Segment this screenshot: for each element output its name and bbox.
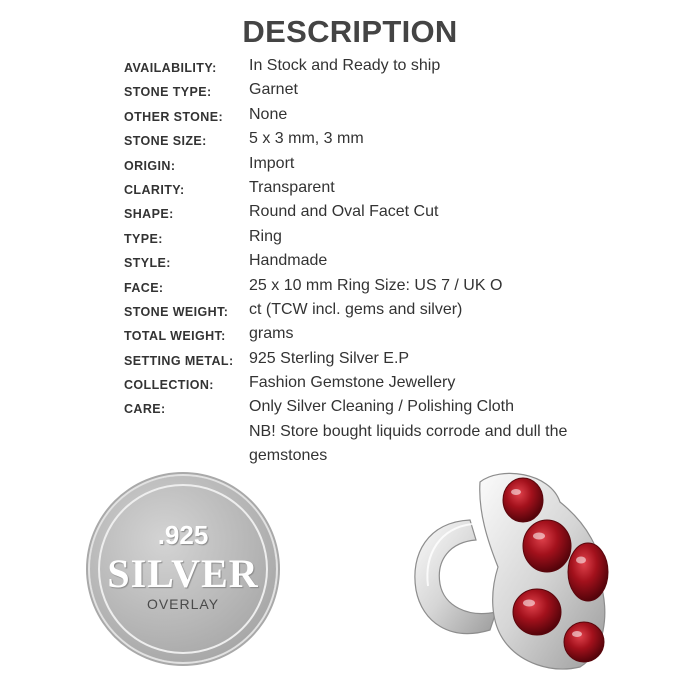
spec-label: STONE WEIGHT: (124, 304, 229, 319)
spec-value: ct (TCW incl. gems and silver) (249, 300, 463, 318)
care-note: NB! Store bought liquids corrode and dull the gemstones (249, 423, 568, 464)
spec-value: 925 Sterling Silver E.P (249, 349, 410, 367)
spec-value: Garnet (249, 81, 298, 99)
spec-label: STYLE: (124, 256, 171, 271)
spec-label: AVAILABILITY: (124, 61, 217, 75)
spec-label: CLARITY: (124, 182, 185, 197)
garnet-stone (513, 589, 561, 635)
spec-row-type (124, 227, 604, 251)
spec-value: Ring (249, 227, 282, 245)
spec-label: TYPE: (124, 231, 163, 246)
spec-label: SETTING METAL: (124, 353, 234, 368)
spec-label: ORIGIN: (124, 158, 176, 173)
badge-metal: SILVER (107, 551, 259, 596)
spec-label: STONE SIZE: (124, 134, 207, 149)
spec-row-style (124, 251, 604, 275)
spec-row-clarity (124, 178, 604, 202)
spec-row-availability (124, 56, 604, 80)
garnet-stone (568, 543, 608, 601)
spec-value: Transparent (249, 178, 335, 196)
ring-band (415, 520, 496, 634)
spec-value: 25 x 10 mm Ring Size: US 7 / UK O (249, 276, 503, 294)
silver-overlay-badge (90, 476, 276, 662)
spec-row-total-weight (124, 324, 604, 348)
specs-list (124, 56, 604, 422)
spec-value: Fashion Gemstone Jewellery (249, 374, 456, 392)
spec-label: COLLECTION: (124, 378, 214, 393)
garnet-ring-image (410, 462, 620, 677)
spec-label: FACE: (124, 280, 164, 295)
garnet-stone (564, 622, 604, 662)
spec-label: TOTAL WEIGHT: (124, 329, 226, 344)
spec-row-origin (124, 154, 604, 178)
spec-row-shape (124, 202, 604, 226)
spec-row-care (124, 397, 604, 421)
spec-row-stone-weight (124, 300, 604, 324)
spec-value: None (249, 105, 288, 123)
spec-value: Round and Oval Facet Cut (249, 203, 439, 221)
spec-value: Only Silver Cleaning / Polishing Cloth (249, 398, 515, 416)
spec-label: OTHER STONE: (124, 109, 224, 124)
spec-value: Handmade (249, 252, 328, 270)
spec-row-stone-type (124, 80, 604, 104)
spec-row-other-stone (124, 105, 604, 129)
spec-row-stone-size (124, 129, 604, 153)
spec-value: Import (249, 154, 295, 172)
spec-value: 5 x 3 mm, 3 mm (249, 130, 364, 148)
spec-label: STONE TYPE: (124, 85, 212, 100)
page-title: DESCRIPTION (242, 14, 458, 49)
garnet-stone (503, 478, 543, 522)
spec-row-face (124, 276, 604, 300)
garnet-stone (523, 520, 571, 572)
badge-purity: .925 (157, 520, 209, 550)
badge-overlay: OVERLAY (146, 596, 220, 612)
spec-value: In Stock and Ready to ship (249, 57, 441, 74)
spec-row-setting-metal (124, 349, 604, 373)
spec-row-collection (124, 373, 604, 397)
spec-label: SHAPE: (124, 207, 174, 222)
spec-label: CARE: (124, 402, 166, 417)
spec-value: grams (249, 325, 294, 343)
